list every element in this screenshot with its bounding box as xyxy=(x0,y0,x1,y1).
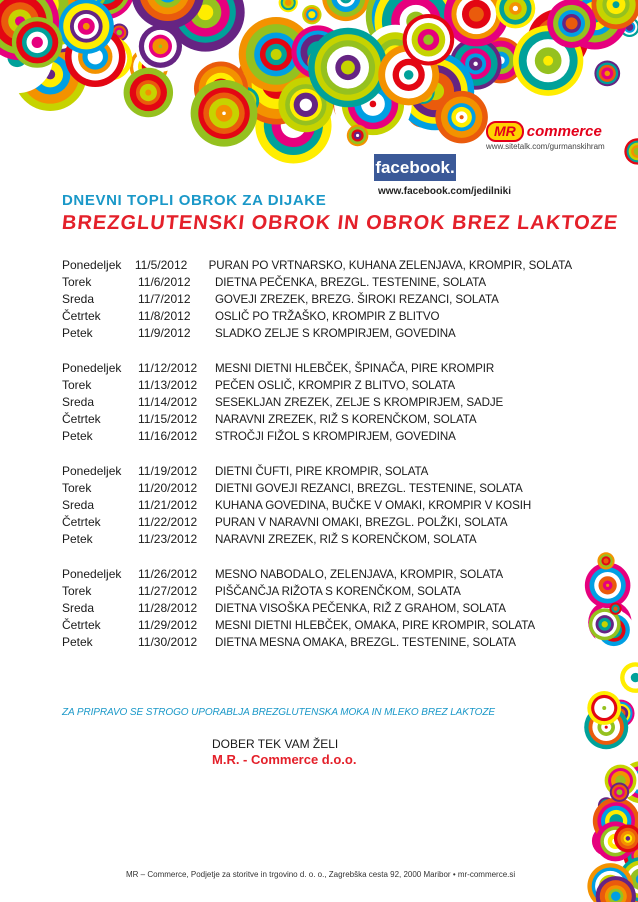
footer-address: MR – Commerce, Podjetje za storitve in trgovino d. o. o., Zagrebška cesta 92, 2000 Maribor • mr-commerce.si xyxy=(126,870,516,879)
date-cell: 11/26/2012 xyxy=(138,567,198,581)
meal-cell: SLADKO ZELJE S KROMPIRJEM, GOVEDINA xyxy=(215,327,456,340)
facebook-logo: facebook. xyxy=(374,154,456,181)
meal-cell: GOVEJI ZREZEK, BREZG. ŠIROKI REZANCI, SOLATA xyxy=(215,293,499,306)
menu-week xyxy=(62,566,572,651)
meal-cell: OSLIČ PO TRŽAŠKO, KROMPIR Z BLITVO xyxy=(215,310,440,323)
menu-subtitle: DNEVNI TOPLI OBROK ZA DIJAKE xyxy=(62,192,327,209)
date-cell: 11/20/2012 xyxy=(138,481,198,495)
menu-row xyxy=(62,634,572,651)
day-cell: Torek xyxy=(62,481,92,495)
date-cell: 11/12/2012 xyxy=(138,361,198,375)
meal-cell: DIETNA PEČENKA, BREZGL. TESTENINE, SOLATA xyxy=(215,276,486,289)
mr-commerce-logo xyxy=(486,121,602,142)
menu-headline: BREZGLUTENSKI OBROK IN OBROK BREZ LAKTOZE xyxy=(60,212,620,234)
date-cell: 11/15/2012 xyxy=(138,412,198,426)
date-cell: 11/16/2012 xyxy=(138,429,198,443)
date-cell: 11/19/2012 xyxy=(138,464,198,478)
date-cell: 11/27/2012 xyxy=(138,584,198,598)
date-cell: 11/29/2012 xyxy=(138,618,198,632)
meal-cell: DIETNA MESNA OMAKA, BREZGL. TESTENINE, SOLATA xyxy=(215,636,516,649)
menu-row xyxy=(62,531,572,548)
date-cell: 11/23/2012 xyxy=(138,532,198,546)
menu-row xyxy=(62,514,572,531)
menu-week xyxy=(62,463,572,548)
menu-row xyxy=(62,411,572,428)
date-cell: 11/13/2012 xyxy=(138,378,198,392)
meal-cell: STROČJI FIŽOL S KROMPIRJEM, GOVEDINA xyxy=(215,430,456,443)
menu-row xyxy=(62,325,572,342)
meal-cell: DIETNA VISOŠKA PEČENKA, RIŽ Z GRAHOM, SOLATA xyxy=(215,602,506,615)
date-cell: 11/5/2012 xyxy=(134,258,188,272)
date-cell: 11/28/2012 xyxy=(138,601,198,615)
meal-cell: PEČEN OSLIČ, KROMPIR Z BLITVO, SOLATA xyxy=(215,379,456,392)
date-cell: 11/9/2012 xyxy=(138,326,191,340)
day-cell: Sreda xyxy=(62,292,95,306)
day-cell: Sreda xyxy=(62,601,95,615)
date-cell: 11/22/2012 xyxy=(138,515,198,529)
meal-cell: PURAN PO VRTNARSKO, KUHANA ZELENJAVA, KROMPIR, SOLATA xyxy=(208,259,572,272)
meal-cell: MESNO NABODALO, ZELENJAVA, KROMPIR, SOLATA xyxy=(215,568,504,581)
meal-cell: NARAVNI ZREZEK, RIŽ S KORENČKOM, SOLATA xyxy=(215,533,477,546)
meal-cell: KUHANA GOVEDINA, BUČKE V OMAKI, KROMPIR V KOSIH xyxy=(215,499,532,512)
mr-badge: MR xyxy=(486,121,524,142)
day-cell: Sreda xyxy=(62,498,95,512)
menu-week xyxy=(62,360,572,445)
menu-row xyxy=(62,463,572,480)
meal-cell: PIŠČANČJA RIŽOTA S KORENČKOM, SOLATA xyxy=(215,585,461,598)
day-cell: Torek xyxy=(62,378,92,392)
facebook-url[interactable]: www.facebook.com/jedilniki xyxy=(378,186,511,197)
menu-row xyxy=(62,360,572,377)
menu-row xyxy=(62,308,572,325)
menu-row xyxy=(62,274,572,291)
date-cell: 11/8/2012 xyxy=(138,309,191,323)
date-cell: 11/6/2012 xyxy=(138,275,191,289)
menu-row xyxy=(62,257,572,274)
meal-cell: MESNI DIETNI HLEBČEK, ŠPINAČA, PIRE KROMPIR xyxy=(215,362,495,375)
day-cell: Torek xyxy=(62,275,92,289)
day-cell: Četrtek xyxy=(62,412,101,426)
day-cell: Petek xyxy=(62,326,93,340)
meal-cell: PURAN V NARAVNI OMAKI, BREZGL. POLŽKI, SOLATA xyxy=(215,516,508,529)
weekly-menu xyxy=(62,257,572,669)
menu-row xyxy=(62,291,572,308)
meal-cell: MESNI DIETNI HLEBČEK, OMAKA, PIRE KROMPIR, SOLATA xyxy=(215,619,536,632)
date-cell: 11/7/2012 xyxy=(138,292,191,306)
date-cell: 11/14/2012 xyxy=(138,395,198,409)
day-cell: Ponedeljek xyxy=(62,567,122,581)
meal-cell: DIETNI ČUFTI, PIRE KROMPIR, SOLATA xyxy=(215,465,429,478)
day-cell: Ponedeljek xyxy=(62,464,122,478)
day-cell: Četrtek xyxy=(62,309,101,323)
day-cell: Četrtek xyxy=(62,515,101,529)
menu-row xyxy=(62,600,572,617)
menu-row xyxy=(62,497,572,514)
commerce-wordmark: commerce xyxy=(526,123,602,140)
meal-cell: DIETNI GOVEJI REZANCI, BREZGL. TESTENINE, SOLATA xyxy=(215,482,523,495)
date-cell: 11/21/2012 xyxy=(138,498,198,512)
day-cell: Torek xyxy=(62,584,92,598)
sitetalk-url[interactable]: www.sitetalk.com/gurmanskihram xyxy=(486,142,605,151)
allergen-notice: ZA PRIPRAVO SE STROGO UPORABLJA BREZGLUTENSKA MOKA IN MLEKO BREZ LAKTOZE xyxy=(62,707,495,718)
meal-cell: SESEKLJAN ZREZEK, ZELJE S KROMPIRJEM, SADJE xyxy=(215,396,504,409)
company-name: M.R. - Commerce d.o.o. xyxy=(212,752,357,767)
day-cell: Ponedeljek xyxy=(62,361,122,375)
menu-row xyxy=(62,583,572,600)
menu-row xyxy=(62,428,572,445)
day-cell: Četrtek xyxy=(62,618,101,632)
menu-row xyxy=(62,377,572,394)
day-cell: Petek xyxy=(62,532,93,546)
meal-cell: NARAVNI ZREZEK, RIŽ S KORENČKOM, SOLATA xyxy=(215,413,477,426)
closing-wish: DOBER TEK VAM ŽELI xyxy=(212,737,339,751)
menu-week xyxy=(62,257,572,342)
day-cell: Ponedeljek xyxy=(62,258,122,272)
menu-row xyxy=(62,617,572,634)
date-cell: 11/30/2012 xyxy=(138,635,198,649)
day-cell: Petek xyxy=(62,635,93,649)
menu-row xyxy=(62,566,572,583)
menu-row xyxy=(62,480,572,497)
day-cell: Sreda xyxy=(62,395,95,409)
menu-row xyxy=(62,394,572,411)
day-cell: Petek xyxy=(62,429,93,443)
